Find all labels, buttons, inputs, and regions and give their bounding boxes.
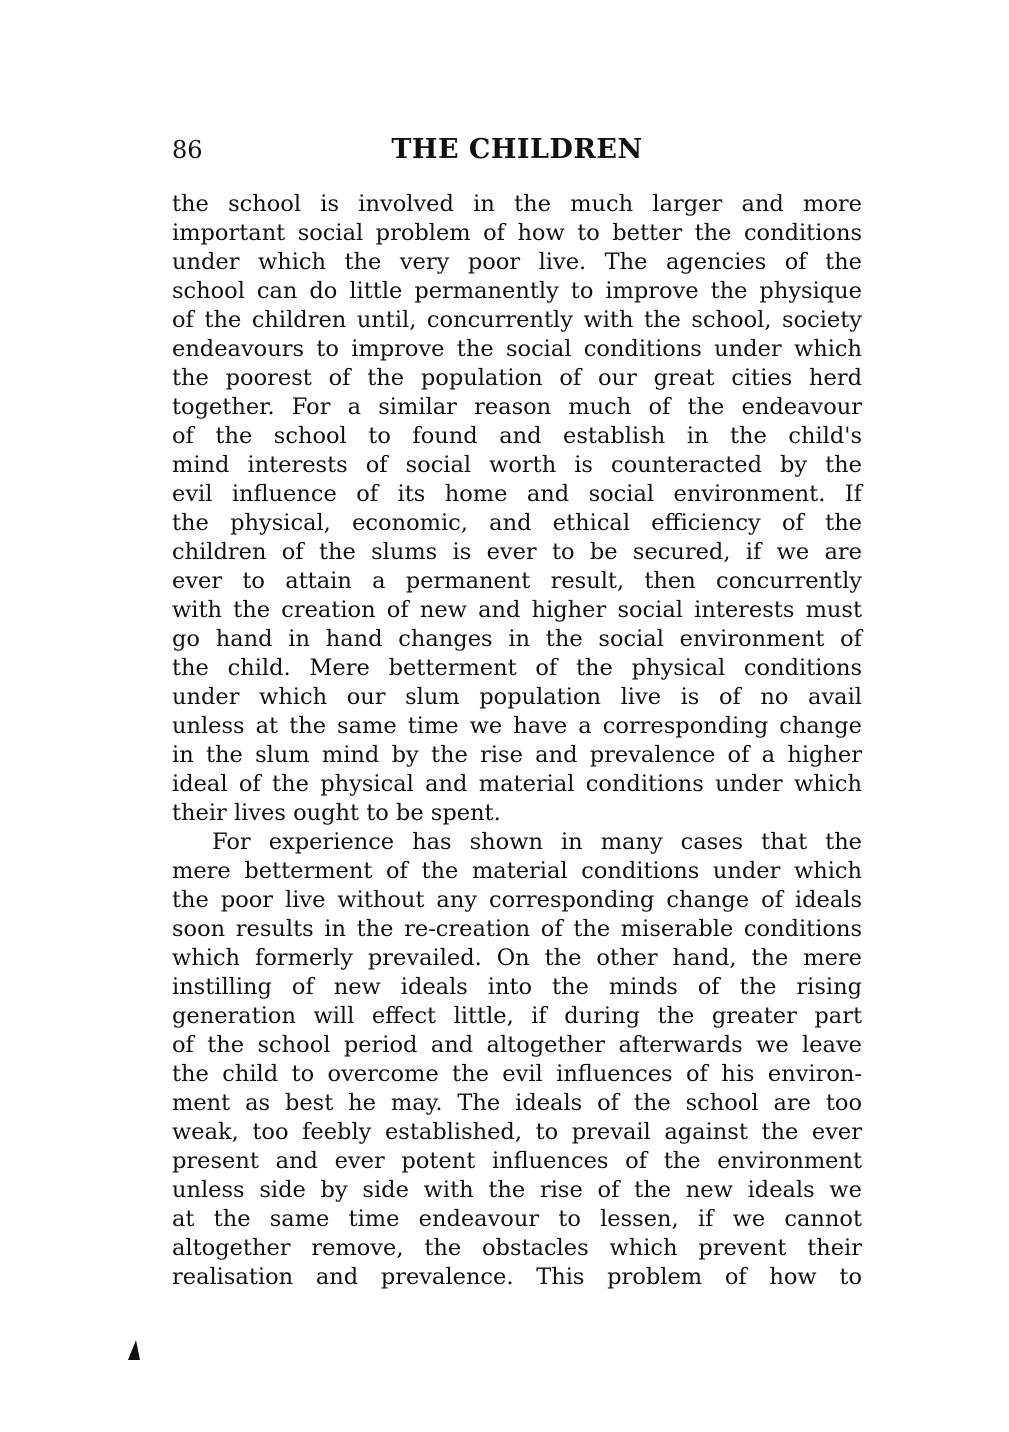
text-line: important social problem of how to better the conditions (172, 220, 862, 246)
page-header (172, 134, 862, 174)
text-line: realisation and prevalence. This problem of how to (172, 1264, 862, 1290)
body-text (172, 190, 862, 1292)
text-line: together. For a similar reason much of the endeavour (172, 394, 862, 420)
text-line: of the children until, concurrently with the school, society (172, 307, 862, 333)
text-line: the poorest of the population of our great cities herd (172, 365, 862, 391)
text-line: their lives ought to be spent. (172, 800, 501, 826)
paragraph-1 (172, 190, 862, 828)
text-line: unless side by side with the rise of the new ideals we (172, 1177, 862, 1203)
text-line: soon results in the re-creation of the miserable conditions (172, 916, 862, 942)
text-line: ever to attain a permanent result, then concurrently (172, 568, 862, 594)
text-line: go hand in hand changes in the social environment of (172, 626, 862, 652)
text-line: present and ever potent influences of the environment (172, 1148, 862, 1174)
text-line: generation will effect little, if during the greater part (172, 1003, 862, 1029)
text-line: the physical, economic, and ethical efficiency of the (172, 510, 862, 536)
text-line: of the school to found and establish in the child's (172, 423, 862, 449)
text-line: under which the very poor live. The agencies of the (172, 249, 862, 275)
text-line: with the creation of new and higher social interests must (172, 597, 862, 623)
text-line: weak, too feebly established, to prevail against the ever (172, 1119, 862, 1145)
text-line: mere betterment of the material conditions under which (172, 858, 862, 884)
paragraph-2 (172, 828, 862, 1292)
text-line: unless at the same time we have a corresponding change (172, 713, 862, 739)
text-line: For experience has shown in many cases that the (212, 829, 862, 855)
page-number: 86 (172, 136, 203, 164)
text-line: in the slum mind by the rise and prevalence of a higher (172, 742, 862, 768)
text-line: children of the slums is ever to be secured, if we are (172, 539, 862, 565)
text-line: at the same time endeavour to lessen, if we cannot (172, 1206, 862, 1232)
text-line: evil influence of its home and social environment. If (172, 481, 862, 507)
text-line: school can do little permanently to improve the physique (172, 278, 862, 304)
text-line: ment as best he may. The ideals of the school are too (172, 1090, 862, 1116)
text-line: the child. Mere betterment of the physical conditions (172, 655, 862, 681)
text-line: the child to overcome the evil influences of his environ- (172, 1061, 862, 1087)
text-line: instilling of new ideals into the minds of the rising (172, 974, 862, 1000)
text-line: altogether remove, the obstacles which prevent their (172, 1235, 862, 1261)
text-line: the school is involved in the much larger and more (172, 191, 862, 217)
running-title: THE CHILDREN (391, 134, 643, 165)
text-line: the poor live without any corresponding change of ideals (172, 887, 862, 913)
text-line: endeavours to improve the social conditions under which (172, 336, 862, 362)
scan-mark-icon (128, 1340, 140, 1360)
text-line: ideal of the physical and material conditions under which (172, 771, 862, 797)
text-line: mind interests of social worth is counteracted by the (172, 452, 862, 478)
text-line: which formerly prevailed. On the other hand, the mere (172, 945, 862, 971)
text-line: under which our slum population live is of no avail (172, 684, 862, 710)
text-line: of the school period and altogether afterwards we leave (172, 1032, 862, 1058)
